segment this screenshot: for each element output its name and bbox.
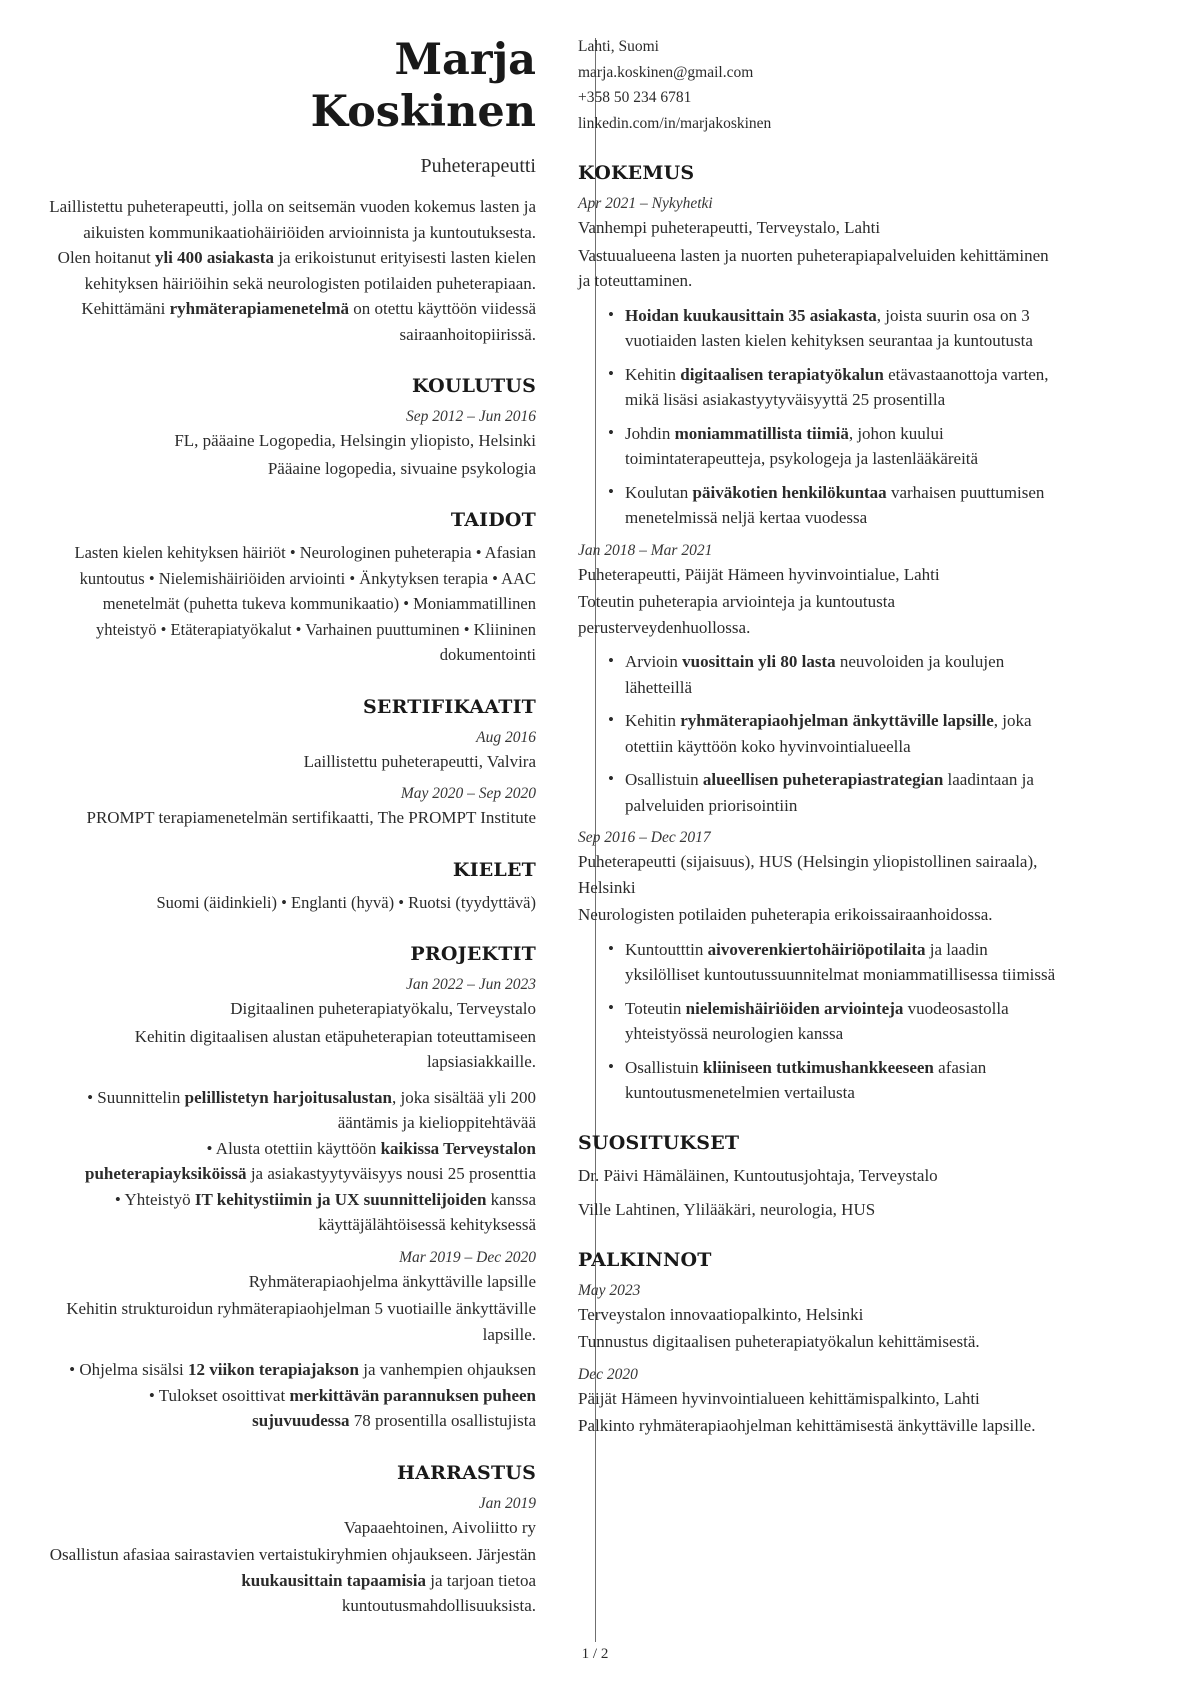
award-title: Päijät Hämeen hyvinvointialueen kehittämispalkinto, Lahti bbox=[578, 1388, 980, 1408]
languages-list: Suomi (äidinkieli) • Englanti (hyvä) • Ruotsi (tyydyttävä) bbox=[156, 892, 536, 912]
job-entry bbox=[578, 195, 1064, 531]
section-heading-kokemus: KOKEMUS bbox=[578, 162, 695, 184]
project-date: Jan 2022 – Jun 2023 bbox=[405, 976, 536, 993]
name-line-1: Marja bbox=[394, 35, 536, 85]
job-description: Vastuualueena lasten ja nuorten puheterapiapalveluiden kehittäminen ja toteuttaminen. bbox=[578, 245, 1049, 290]
bullet-item: • Ohjelma sisälsi 12 viikon terapiajakson ja vanhempien ohjauksen bbox=[48, 1357, 536, 1383]
bullet-item: • Kehitin ryhmäterapiaohjelman änkyttäville lapsille, joka otettiin käyttöön koko hyvinvointialueella bbox=[608, 708, 1064, 759]
certificate-date: Aug 2016 bbox=[476, 728, 536, 746]
education-date: Sep 2012 – Jun 2016 bbox=[405, 408, 536, 425]
hobby-description: Osallistun afasiaa sairastavien vertaistukiryhmien ohjaukseen. Järjestän kuukausittain tapaamisia ja tarjoan tietoa kuntoutusmahdollisuuksista. bbox=[49, 1545, 536, 1615]
hobby-title: Vapaaehtoinen, Aivoliitto ry bbox=[343, 1517, 536, 1537]
left-column bbox=[48, 34, 536, 1619]
job-description: Toteutin puheterapia arviointeja ja kuntoutusta perusterveydenhuollossa. bbox=[578, 592, 895, 637]
section-heading-harrastus: HARRASTUS bbox=[397, 1461, 536, 1484]
award-entry bbox=[578, 1366, 1064, 1439]
section-heading-kielet: KIELET bbox=[452, 858, 536, 881]
bullet-item: • Arvioin vuosittain yli 80 lasta neuvoloiden ja koulujen lähetteillä bbox=[608, 649, 1064, 700]
contact-phone: +358 50 234 6781 bbox=[578, 89, 692, 106]
award-title: Terveystalon innovaatiopalkinto, Helsinki bbox=[578, 1304, 864, 1324]
bullet-item: • Koulutan päiväkotien henkilökuntaa varhaisen puuttumisen menetelmissä neljä kertaa vuodessa bbox=[608, 480, 1064, 531]
bullet-item: • Osallistuin kliiniseen tutkimushankkeeseen afasian kuntoutusmenetelmien vertailusta bbox=[608, 1055, 1064, 1106]
resume-name bbox=[48, 34, 536, 138]
bullet-item: • Kehitin digitaalisen terapiatyökalun etävastaanottoja varten, mikä lisäsi asiakastyytyväisyyttä 25 prosentilla bbox=[608, 362, 1064, 413]
contact-email: marja.koskinen@gmail.com bbox=[578, 63, 754, 81]
certificate-title: PROMPT terapiamenetelmän sertifikaatti, The PROMPT Institute bbox=[86, 808, 536, 827]
award-description: Tunnustus digitaalisen puheterapiatyökalun kehittämisestä. bbox=[578, 1332, 980, 1351]
project-date: Mar 2019 – Dec 2020 bbox=[399, 1248, 536, 1266]
contact-linkedin: linkedin.com/in/marjakoskinen bbox=[578, 114, 772, 132]
job-date: Sep 2016 – Dec 2017 bbox=[578, 829, 711, 846]
section-heading-palkinnot: PALKINNOT bbox=[578, 1248, 712, 1271]
bullet-item: • Kuntoutttin aivoverenkiertohäiriöpotilaita ja laadin yksilölliset kuntoutussuunnitelmat moniammatillisessa tiimissä bbox=[608, 937, 1064, 988]
certificate-date: May 2020 – Sep 2020 bbox=[400, 785, 536, 802]
section-heading-sertifikaatit: SERTIFIKAATIT bbox=[362, 695, 536, 718]
summary-paragraph: Laillistettu puheterapeutti, jolla on seitsemän vuoden kokemus lasten ja aikuisten kommunikaatiohäiriöiden arvioinnista ja kuntoutuksesta. Olen hoitanut yli 400 asiakasta ja erikoistunut erityisesti lasten kielen kehityksen häiriöihin sekä neurologisten potilaiden puheterapiaan. Kehittämäni ryhmäterapiamenetelmä on otettu käyttöön viidessä sairaanhoitopiirissä. bbox=[49, 197, 536, 344]
job-bullets bbox=[578, 649, 1064, 818]
project-bullets bbox=[48, 1357, 536, 1434]
job-title-line: Vanhempi puheterapeutti, Terveystalo, Lahti bbox=[578, 218, 881, 237]
hobby-date: Jan 2019 bbox=[478, 1494, 536, 1512]
reference-line: Ville Lahtinen, Ylilääkäri, neurologia, HUS bbox=[578, 1200, 876, 1219]
bullet-item: • Johdin moniammatillista tiimiä, johon kuului toimintaterapeutteja, psykologeja ja lastenlääkäreitä bbox=[608, 421, 1064, 472]
job-date: Jan 2018 – Mar 2021 bbox=[578, 541, 713, 559]
education-degree: FL, pääaine Logopedia, Helsingin yliopisto, Helsinki bbox=[174, 431, 536, 450]
project-entry bbox=[48, 1249, 536, 1434]
section-heading-suositukset: SUOSITUKSET bbox=[578, 1131, 740, 1154]
section-heading-koulutus: KOULUTUS bbox=[411, 375, 536, 397]
project-title: Ryhmäterapiaohjelma änkyttäville lapsille bbox=[248, 1271, 536, 1291]
job-entry bbox=[578, 829, 1064, 1106]
right-column bbox=[578, 34, 1064, 1449]
award-entry bbox=[578, 1282, 1064, 1355]
job-bullets bbox=[578, 937, 1064, 1106]
project-description: Kehitin strukturoidun ryhmäterapiaohjelman 5 vuotiaille änkyttäville lapsille. bbox=[66, 1299, 536, 1344]
bullet-item: • Tulokset osoittivat merkittävän parannuksen puheen sujuvuudessa 78 prosentilla osallistujista bbox=[48, 1383, 536, 1434]
bullet-item: • Hoidan kuukausittain 35 asiakasta, joista suurin osa on 3 vuotiaiden lasten kielen kehityksen seurantaa ja kuntoutusta bbox=[608, 303, 1064, 354]
resume-job-title: Puheterapeutti bbox=[420, 155, 536, 177]
job-title-line: Puheterapeutti (sijaisuus), HUS (Helsingin yliopistollinen sairaala), Helsinki bbox=[578, 852, 1038, 897]
project-title: Digitaalinen puheterapiatyökalu, Terveystalo bbox=[230, 999, 536, 1018]
bullet-item: • Suunnittelin pelillistetyn harjoitusalustan, joka sisältää yli 200 ääntämis ja kielioppitehtävää bbox=[48, 1085, 536, 1136]
award-date: Dec 2020 bbox=[578, 1365, 638, 1383]
skills-list: Lasten kielen kehityksen häiriöt • Neurologinen puheterapia • Afasian kuntoutus • Nielemishäiriöiden arviointi • Änkytyksen terapia • AAC menetelmät (puhetta tukeva kommunikaatio) • Moniammatillinen yhteistyö • Etäterapiatyökalut • Varhainen puuttuminen • Kliininen dokumentointi bbox=[74, 543, 536, 664]
page-number: 1 / 2 bbox=[581, 1646, 609, 1662]
job-title-line: Puheterapeutti, Päijät Hämeen hyvinvointialue, Lahti bbox=[578, 564, 940, 584]
bullet-item: • Yhteistyö IT kehitystiimin ja UX suunnittelijoiden kanssa käyttäjälähtöisessä kehityksessä bbox=[48, 1187, 536, 1238]
job-bullets bbox=[578, 303, 1064, 531]
bullet-item: • Osallistuin alueellisen puheterapiastrategian laadintaan ja palveluiden priorisointiin bbox=[608, 767, 1064, 818]
education-detail: Pääaine logopedia, sivuaine psykologia bbox=[267, 458, 536, 478]
award-description: Palkinto ryhmäterapiaohjelman kehittämisestä änkyttäville lapsille. bbox=[578, 1416, 1036, 1435]
job-entry bbox=[578, 542, 1064, 819]
section-heading-projektit: PROJEKTIT bbox=[410, 943, 536, 965]
name-line-2: Koskinen bbox=[310, 87, 536, 137]
reference-line: Dr. Päivi Hämäläinen, Kuntoutusjohtaja, Terveystalo bbox=[578, 1165, 938, 1185]
project-bullets bbox=[48, 1085, 536, 1238]
certificate-title: Laillistettu puheterapeutti, Valvira bbox=[303, 751, 536, 771]
job-description: Neurologisten potilaiden puheterapia erikoissairaanhoidossa. bbox=[578, 905, 993, 924]
bullet-item: • Alusta otettiin käyttöön kaikissa Terveystalon puheterapiayksiköissä ja asiakastyytyväisyys nousi 25 prosenttia bbox=[48, 1136, 536, 1187]
job-date: Apr 2021 – Nykyhetki bbox=[578, 195, 713, 212]
contact-location: Lahti, Suomi bbox=[578, 38, 659, 55]
section-heading-taidot: TAIDOT bbox=[450, 509, 536, 531]
project-description: Kehitin digitaalisen alustan etäpuheterapian toteuttamiseen lapsiasiakkaille. bbox=[134, 1026, 536, 1071]
award-date: May 2023 bbox=[578, 1281, 641, 1299]
bullet-item: • Toteutin nielemishäiriöiden arviointeja vuodeosastolla yhteistyössä neurologien kanssa bbox=[608, 996, 1064, 1047]
project-entry bbox=[48, 976, 536, 1238]
